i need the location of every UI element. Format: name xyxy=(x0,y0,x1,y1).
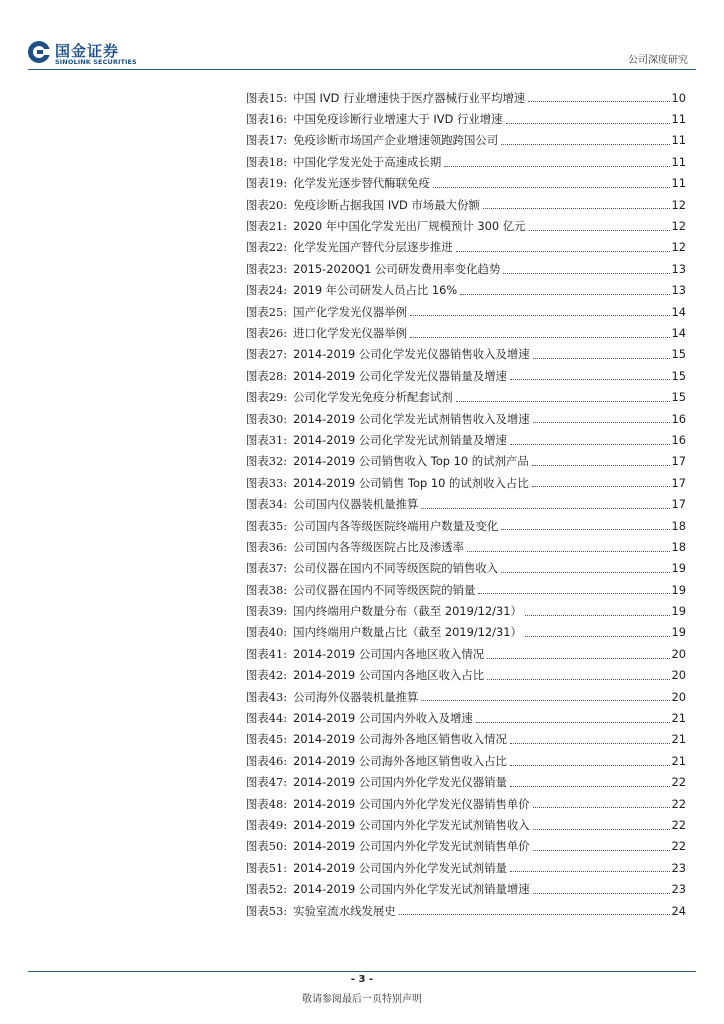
toc-entry-page: 11 xyxy=(671,176,686,191)
toc-entry-title: 进口化学发光仪器举例 xyxy=(293,325,408,340)
toc-entry[interactable] xyxy=(246,87,686,108)
toc-entry-label: 图表40: xyxy=(246,625,288,640)
toc-leader-dots xyxy=(506,122,670,124)
toc-entry-label: 图表45: xyxy=(246,732,288,747)
toc-entry-title: 公司国内各等级医院占比及渗透率 xyxy=(293,539,464,554)
toc-entry-title: 2014-2019 公司海外各地区销售收入情况 xyxy=(293,732,507,747)
toc-entry-label: 图表46: xyxy=(246,753,288,768)
toc-entry-label: 图表23: xyxy=(246,261,288,276)
toc-entry-label: 图表53: xyxy=(246,903,288,918)
toc-entry-page: 14 xyxy=(671,304,686,319)
logo-text-en: SINOLINK SECURITIES xyxy=(55,58,137,66)
toc-entry-label: 图表34: xyxy=(246,497,288,512)
toc-entry[interactable] xyxy=(246,108,686,129)
toc-entry-label: 图表30: xyxy=(246,411,288,426)
toc-entry-title: 中国免疫诊断行业增速大于 IVD 行业增速 xyxy=(293,112,503,127)
toc-entry-page: 19 xyxy=(671,604,686,619)
toc-entry[interactable] xyxy=(246,386,686,407)
toc-entry-label: 图表32: xyxy=(246,454,288,469)
toc-leader-dots xyxy=(533,849,670,851)
toc-entry-title: 2014-2019 公司国内外化学发光试剂销量增速 xyxy=(293,882,530,897)
toc-leader-dots xyxy=(501,143,669,145)
toc-entry-page: 17 xyxy=(671,475,686,490)
toc-entry[interactable] xyxy=(246,836,686,857)
toc-entry-page: 21 xyxy=(671,753,686,768)
toc-entry[interactable] xyxy=(246,793,686,814)
toc-entry[interactable] xyxy=(246,429,686,450)
toc-entry[interactable] xyxy=(246,130,686,151)
toc-entry-label: 图表15: xyxy=(246,90,288,105)
toc-entry-label: 图表28: xyxy=(246,368,288,383)
toc-entry-title: 国内终端用户数量占比（截至 2019/12/31） xyxy=(293,625,522,640)
toc-entry-label: 图表47: xyxy=(246,775,288,790)
toc-entry-label: 图表31: xyxy=(246,432,288,447)
toc-entry-label: 图表19: xyxy=(246,176,288,191)
toc-entry-label: 图表17: xyxy=(246,133,288,148)
toc-entry-title: 公司国内各等级医院终端用户数量及变化 xyxy=(293,518,499,533)
toc-entry[interactable] xyxy=(246,365,686,386)
toc-leader-dots xyxy=(525,635,670,637)
toc-entry-page: 20 xyxy=(671,689,686,704)
toc-entry-label: 图表18: xyxy=(246,154,288,169)
toc-entry-label: 图表41: xyxy=(246,646,288,661)
toc-entry-title: 2014-2019 公司国内外化学发光试剂销售单价 xyxy=(293,839,530,854)
toc-entry-label: 图表20: xyxy=(246,197,288,212)
toc-entry[interactable] xyxy=(246,151,686,172)
toc-entry-label: 图表33: xyxy=(246,475,288,490)
figure-index xyxy=(246,87,686,921)
toc-entry[interactable] xyxy=(246,686,686,707)
toc-entry-page: 22 xyxy=(671,796,686,811)
toc-entry-title: 2020 年中国化学发光出厂规模预计 300 亿元 xyxy=(293,219,526,234)
toc-entry-title: 2014-2019 公司化学发光仪器销量及增速 xyxy=(293,368,507,383)
toc-entry-label: 图表39: xyxy=(246,604,288,619)
toc-entry-label: 图表43: xyxy=(246,689,288,704)
toc-entry-title: 化学发光逐步替代酶联免疫 xyxy=(293,176,430,191)
toc-entry[interactable] xyxy=(246,215,686,236)
toc-entry-label: 图表44: xyxy=(246,711,288,726)
toc-entry[interactable] xyxy=(246,750,686,771)
toc-entry-page: 22 xyxy=(671,775,686,790)
toc-entry-label: 图表38: xyxy=(246,582,288,597)
header-divider xyxy=(28,69,696,70)
toc-entry[interactable] xyxy=(246,536,686,557)
toc-leader-dots xyxy=(525,614,670,616)
toc-leader-dots xyxy=(487,657,669,659)
toc-entry-title: 免疫诊断占据我国 IVD 市场最大份额 xyxy=(293,197,480,212)
toc-entry-title: 中国化学发光处于高速成长期 xyxy=(293,154,442,169)
toc-entry-page: 18 xyxy=(671,539,686,554)
toc-entry-page: 15 xyxy=(671,390,686,405)
toc-leader-dots xyxy=(456,400,670,402)
toc-leader-dots xyxy=(533,806,670,808)
toc-entry[interactable] xyxy=(246,579,686,600)
toc-entry[interactable] xyxy=(246,173,686,194)
toc-entry-label: 图表49: xyxy=(246,817,288,832)
toc-entry-page: 19 xyxy=(671,582,686,597)
toc-entry-title: 2014-2019 公司国内各地区收入情况 xyxy=(293,646,485,661)
toc-entry-label: 图表51: xyxy=(246,860,288,875)
toc-entry-title: 2014-2019 公司销售收入 Top 10 的试剂产品 xyxy=(293,454,529,469)
toc-entry-label: 图表42: xyxy=(246,668,288,683)
toc-entry-label: 图表16: xyxy=(246,112,288,127)
toc-entry-label: 图表24: xyxy=(246,283,288,298)
toc-entry-label: 图表37: xyxy=(246,561,288,576)
toc-entry-page: 21 xyxy=(671,711,686,726)
toc-entry[interactable] xyxy=(246,194,686,215)
toc-entry-page: 17 xyxy=(671,497,686,512)
toc-entry[interactable] xyxy=(246,600,686,621)
page-number: - 3 - xyxy=(350,974,374,985)
toc-leader-dots xyxy=(528,100,669,102)
toc-leader-dots xyxy=(444,165,669,167)
toc-entry-title: 国产化学发光仪器举例 xyxy=(293,304,408,319)
toc-entry-page: 12 xyxy=(671,197,686,212)
toc-leader-dots xyxy=(510,378,670,380)
toc-entry-title: 2014-2019 公司国内外化学发光试剂销售收入 xyxy=(293,817,530,832)
toc-entry[interactable] xyxy=(246,344,686,365)
toc-entry[interactable] xyxy=(246,643,686,664)
toc-entry-title: 2014-2019 公司国内外收入及增速 xyxy=(293,711,473,726)
toc-entry[interactable] xyxy=(246,900,686,921)
logo-text-cn: 国金证券 xyxy=(55,42,120,60)
toc-entry-label: 图表36: xyxy=(246,539,288,554)
toc-entry-page: 22 xyxy=(671,839,686,854)
toc-entry-label: 图表48: xyxy=(246,796,288,811)
toc-leader-dots xyxy=(529,229,670,231)
toc-entry[interactable] xyxy=(246,558,686,579)
toc-entry[interactable] xyxy=(246,280,686,301)
toc-entry[interactable] xyxy=(246,878,686,899)
toc-entry-page: 20 xyxy=(671,668,686,683)
toc-leader-dots xyxy=(532,485,670,487)
toc-entry-title: 2014-2019 公司国内各地区收入占比 xyxy=(293,668,485,683)
toc-entry-page: 11 xyxy=(671,112,686,127)
toc-entry-title: 2014-2019 公司海外各地区销售收入占比 xyxy=(293,753,507,768)
toc-leader-dots xyxy=(533,421,670,423)
toc-entry[interactable] xyxy=(246,408,686,429)
toc-leader-dots xyxy=(533,892,670,894)
toc-entry-title: 2014-2019 公司化学发光仪器销售收入及增速 xyxy=(293,347,530,362)
toc-entry[interactable] xyxy=(246,451,686,472)
toc-entry[interactable] xyxy=(246,622,686,643)
toc-entry-title: 2014-2019 公司化学发光试剂销量及增速 xyxy=(293,432,507,447)
toc-entry-title: 公司国内仪器装机量推算 xyxy=(293,497,419,512)
toc-entry-label: 图表22: xyxy=(246,240,288,255)
toc-entry-page: 16 xyxy=(671,411,686,426)
disclaimer: 敬请参阅最后一页特别声明 xyxy=(302,994,422,1005)
toc-entry-title: 2015-2020Q1 公司研发费用率变化趋势 xyxy=(293,261,501,276)
toc-entry[interactable] xyxy=(246,493,686,514)
toc-entry-title: 国内终端用户数量分布（截至 2019/12/31） xyxy=(293,604,522,619)
toc-leader-dots xyxy=(421,699,669,701)
toc-entry-page: 19 xyxy=(671,561,686,576)
page-header xyxy=(0,0,724,72)
footer-divider xyxy=(28,971,696,972)
toc-entry-title: 2014-2019 公司国内外化学发光仪器销售单价 xyxy=(293,796,530,811)
toc-entry-page: 12 xyxy=(671,240,686,255)
toc-entry-title: 2014-2019 公司国内外化学发光试剂销量 xyxy=(293,860,507,875)
toc-entry[interactable] xyxy=(246,515,686,536)
toc-leader-dots xyxy=(467,550,670,552)
toc-entry-title: 实验室流水线发展史 xyxy=(293,903,396,918)
toc-entry-title: 2014-2019 公司化学发光试剂销售收入及增速 xyxy=(293,411,530,426)
toc-entry-page: 15 xyxy=(671,347,686,362)
toc-entry-title: 免疫诊断市场国产企业增速领跑跨国公司 xyxy=(293,133,499,148)
toc-entry-page: 20 xyxy=(671,646,686,661)
logo-icon xyxy=(27,40,51,64)
toc-entry[interactable] xyxy=(246,729,686,750)
toc-entry-label: 图表35: xyxy=(246,518,288,533)
toc-entry-label: 图表26: xyxy=(246,325,288,340)
toc-leader-dots xyxy=(399,913,670,915)
toc-entry-title: 公司仪器在国内不同等级医院的销量 xyxy=(293,582,476,597)
toc-leader-dots xyxy=(510,742,670,744)
toc-entry-page: 14 xyxy=(671,325,686,340)
toc-entry-label: 图表52: xyxy=(246,882,288,897)
toc-leader-dots xyxy=(501,571,669,573)
toc-leader-dots xyxy=(421,507,669,509)
toc-leader-dots xyxy=(503,272,669,274)
toc-entry-page: 17 xyxy=(671,454,686,469)
toc-entry-title: 公司海外仪器装机量推算 xyxy=(293,689,419,704)
toc-entry-title: 公司仪器在国内不同等级医院的销售收入 xyxy=(293,561,499,576)
toc-leader-dots xyxy=(532,464,670,466)
toc-leader-dots xyxy=(510,870,670,872)
toc-leader-dots xyxy=(456,250,670,252)
toc-entry-page: 15 xyxy=(671,368,686,383)
toc-entry[interactable] xyxy=(246,237,686,258)
toc-leader-dots xyxy=(478,592,669,594)
toc-leader-dots xyxy=(483,207,670,209)
toc-entry-page: 24 xyxy=(671,903,686,918)
toc-leader-dots xyxy=(460,293,669,295)
toc-entry-page: 22 xyxy=(671,817,686,832)
toc-entry-page: 10 xyxy=(671,90,686,105)
toc-entry[interactable] xyxy=(246,857,686,878)
toc-leader-dots xyxy=(433,186,670,188)
toc-entry-label: 图表50: xyxy=(246,839,288,854)
toc-entry-page: 23 xyxy=(671,860,686,875)
toc-leader-dots xyxy=(533,828,670,830)
toc-entry[interactable] xyxy=(246,707,686,728)
toc-entry-page: 12 xyxy=(671,219,686,234)
toc-entry[interactable] xyxy=(246,665,686,686)
toc-entry-label: 图表25: xyxy=(246,304,288,319)
toc-entry[interactable] xyxy=(246,772,686,793)
document-type: 公司深度研究 xyxy=(628,55,688,66)
toc-entry-label: 图表29: xyxy=(246,390,288,405)
toc-entry[interactable] xyxy=(246,301,686,322)
toc-entry-title: 化学发光国产替代分层逐步推进 xyxy=(293,240,453,255)
toc-leader-dots xyxy=(533,357,670,359)
toc-entry-title: 2014-2019 公司销售 Top 10 的试剂收入占比 xyxy=(293,475,529,490)
toc-entry-page: 23 xyxy=(671,882,686,897)
company-logo xyxy=(27,40,137,68)
toc-entry-page: 19 xyxy=(671,625,686,640)
toc-entry-page: 11 xyxy=(671,154,686,169)
toc-entry-page: 13 xyxy=(671,261,686,276)
toc-leader-dots xyxy=(510,764,670,766)
toc-leader-dots xyxy=(410,336,669,338)
toc-entry-page: 13 xyxy=(671,283,686,298)
toc-entry-page: 18 xyxy=(671,518,686,533)
toc-leader-dots xyxy=(510,785,670,787)
toc-entry-label: 图表27: xyxy=(246,347,288,362)
toc-entry-title: 2019 年公司研发人员占比 16% xyxy=(293,283,458,298)
toc-entry-page: 16 xyxy=(671,432,686,447)
toc-leader-dots xyxy=(487,678,669,680)
toc-entry-page: 11 xyxy=(671,133,686,148)
toc-entry-title: 2014-2019 公司国内外化学发光仪器销量 xyxy=(293,775,507,790)
toc-entry[interactable] xyxy=(246,472,686,493)
toc-entry[interactable] xyxy=(246,814,686,835)
toc-leader-dots xyxy=(410,314,669,316)
toc-entry[interactable] xyxy=(246,258,686,279)
toc-entry-title: 公司化学发光免疫分析配套试剂 xyxy=(293,390,453,405)
toc-leader-dots xyxy=(510,443,670,445)
toc-leader-dots xyxy=(476,721,670,723)
toc-entry-title: 中国 IVD 行业增速快于医疗器械行业平均增速 xyxy=(293,90,526,105)
toc-leader-dots xyxy=(501,528,669,530)
toc-entry-page: 21 xyxy=(671,732,686,747)
toc-entry-label: 图表21: xyxy=(246,219,288,234)
toc-entry[interactable] xyxy=(246,322,686,343)
